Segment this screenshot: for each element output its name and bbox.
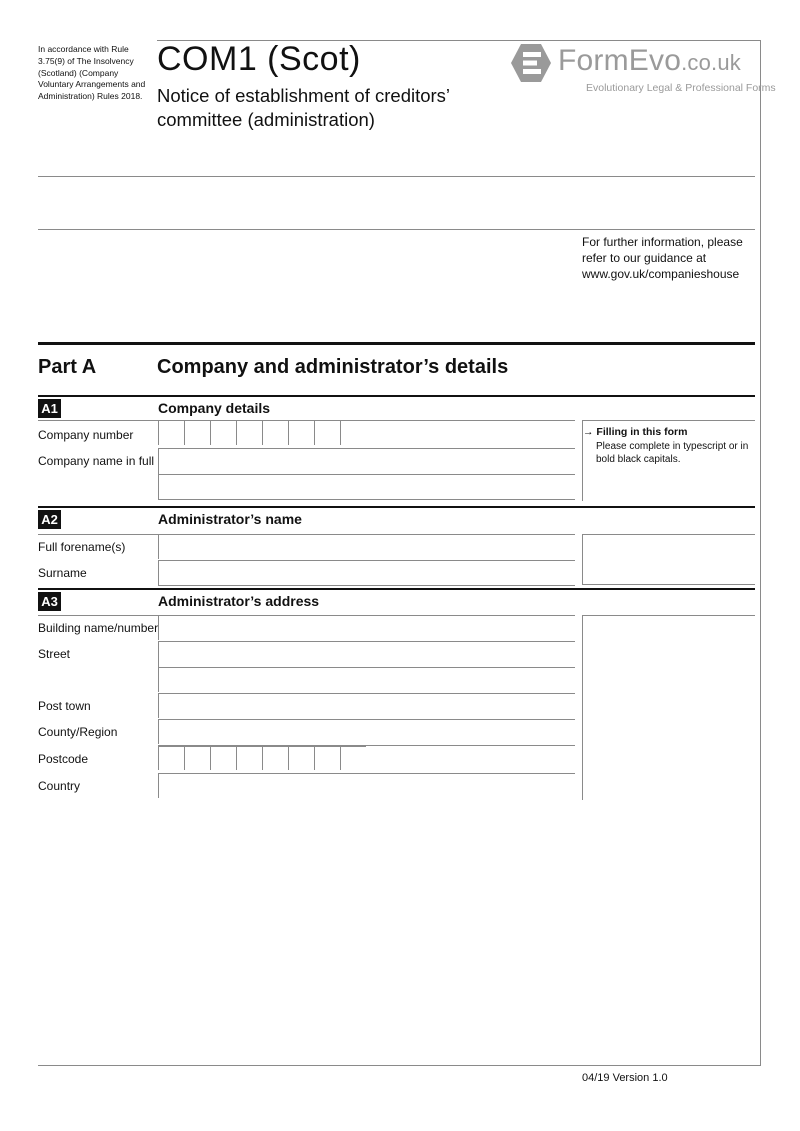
section-a2-bar	[38, 506, 755, 508]
logo-name: FormEvo	[558, 44, 682, 77]
logo-tagline: Evolutionary Legal & Professional Forms	[586, 82, 776, 94]
formevo-logo	[510, 42, 776, 100]
county-input[interactable]	[158, 720, 576, 744]
form-code: COM1 (Scot)	[157, 40, 361, 78]
section-a3-code: A3	[38, 592, 61, 611]
building-input[interactable]	[158, 616, 576, 640]
page-right-border	[760, 40, 761, 1066]
section-a2-code: A2	[38, 510, 61, 529]
formevo-logo-icon	[510, 42, 552, 84]
company-number-label: Company number	[38, 428, 134, 442]
section-a1-title: Company details	[158, 400, 271, 416]
section-a3-bar	[38, 588, 755, 590]
building-label: Building name/number	[38, 621, 159, 635]
part-title: Company and administrator’s details	[157, 356, 509, 378]
forename-label: Full forename(s)	[38, 540, 126, 554]
country-input[interactable]	[158, 774, 576, 798]
postcode-label: Postcode	[38, 752, 89, 766]
country-label: Country	[38, 779, 81, 793]
form-title: Notice of establishment of creditors’ committee (administration)	[157, 85, 450, 130]
divider	[38, 176, 755, 177]
arrow-right-icon: →	[583, 426, 594, 438]
part-a-bar	[38, 342, 755, 345]
company-number-input[interactable]	[158, 421, 366, 445]
logo-suffix: .co.uk	[681, 50, 741, 75]
part-label: Part A	[38, 356, 97, 378]
street-label: Street	[38, 647, 71, 661]
filling-in-form-title: → Filling in this form	[583, 426, 688, 438]
section-a1-code: A1	[38, 399, 61, 418]
form-version: 04/19 Version 1.0	[582, 1072, 668, 1084]
filling-in-form-text: Please complete in typescript or in bold black capitals.	[596, 441, 749, 465]
surname-input[interactable]	[158, 561, 576, 585]
forename-input[interactable]	[158, 535, 576, 559]
rule-note: In accordance with Rule 3.75(9) of The Insolvency (Scotland) (Company Voluntary Arrangements and Administration) Rules 2018.	[38, 44, 146, 102]
post-town-label: Post town	[38, 699, 91, 713]
section-a2-title: Administrator’s name	[158, 511, 302, 527]
post-town-input[interactable]	[158, 694, 576, 718]
section-a3-title: Administrator’s address	[158, 593, 320, 609]
county-label: County/Region	[38, 725, 118, 739]
postcode-input[interactable]	[158, 746, 366, 770]
surname-label: Surname	[38, 566, 87, 580]
guidance-note: For further information, please refer to our guidance at www.gov.uk/companieshouse	[582, 235, 743, 281]
company-name-label: Company name in full	[38, 454, 155, 468]
divider	[38, 229, 755, 230]
page-bottom-border	[38, 1065, 760, 1066]
section-a1-bar	[38, 395, 755, 397]
